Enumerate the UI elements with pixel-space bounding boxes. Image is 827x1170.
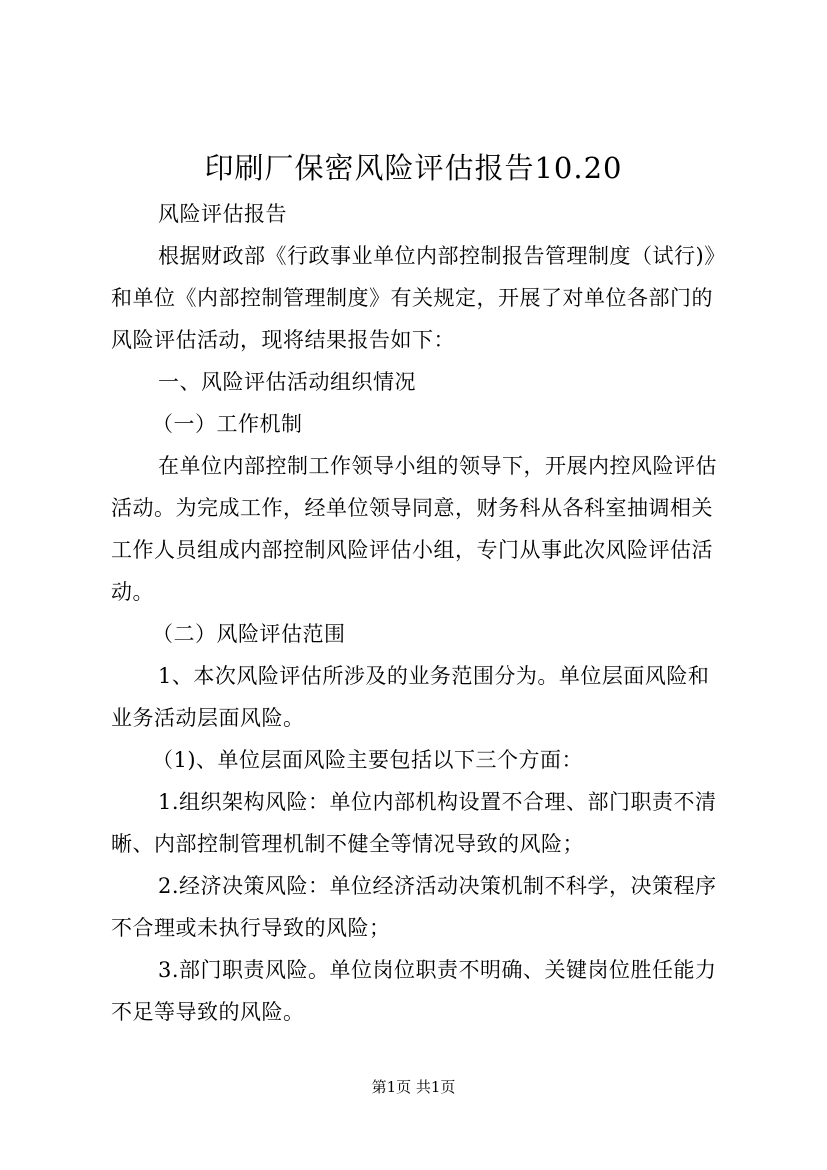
- paragraph-line: 不合理或未执行导致的风险；: [111, 916, 391, 940]
- paragraph-line: 风险评估活动，现将结果报告如下：: [111, 328, 455, 352]
- paragraph-line: 3.部门职责风险。单位岗位职责不明确、关键岗位胜任能力: [158, 958, 717, 982]
- paragraph-line: 活动。为完成工作，经单位领导同意，财务科从各科室抽调相关: [111, 496, 713, 520]
- paragraph-line: 业务活动层面风险。: [111, 706, 305, 730]
- paragraph-line: 动。: [111, 580, 154, 604]
- section-heading-report: 风险评估报告: [158, 202, 287, 226]
- document-title: 印刷厂保密风险评估报告10.20: [204, 151, 623, 185]
- paragraph-line: 和单位《内部控制管理制度》有关规定，开展了对单位各部门的: [111, 286, 713, 310]
- paragraph-line: 在单位内部控制工作领导小组的领导下，开展内控风险评估: [158, 454, 717, 478]
- paragraph-line: 2.经济决策风险：单位经济活动决策机制不科学，决策程序: [158, 874, 717, 898]
- paragraph-line: 1、本次风险评估所涉及的业务范围分为。单位层面风险和: [158, 664, 710, 688]
- subsection-heading-1: （一）工作机制: [152, 412, 303, 436]
- paragraph-line: 不足等导致的风险。: [111, 1000, 305, 1024]
- page-footer: 第1页 共1页: [371, 1078, 456, 1096]
- paragraph-line: （1)、单位层面风险主要包括以下三个方面：: [152, 748, 584, 772]
- paragraph-line: 1.组织架构风险：单位内部机构设置不合理、部门职责不清: [158, 790, 717, 814]
- paragraph-line: 根据财政部《行政事业单位内部控制报告管理制度（试行)》: [158, 244, 726, 268]
- paragraph-line: 工作人员组成内部控制风险评估小组，专门从事此次风险评估活: [111, 538, 713, 562]
- section-heading-1: 一、风险评估活动组织情况: [158, 370, 416, 394]
- paragraph-line: 晰、内部控制管理机制不健全等情况导致的风险；: [111, 832, 584, 856]
- subsection-heading-2: （二）风险评估范围: [152, 622, 346, 646]
